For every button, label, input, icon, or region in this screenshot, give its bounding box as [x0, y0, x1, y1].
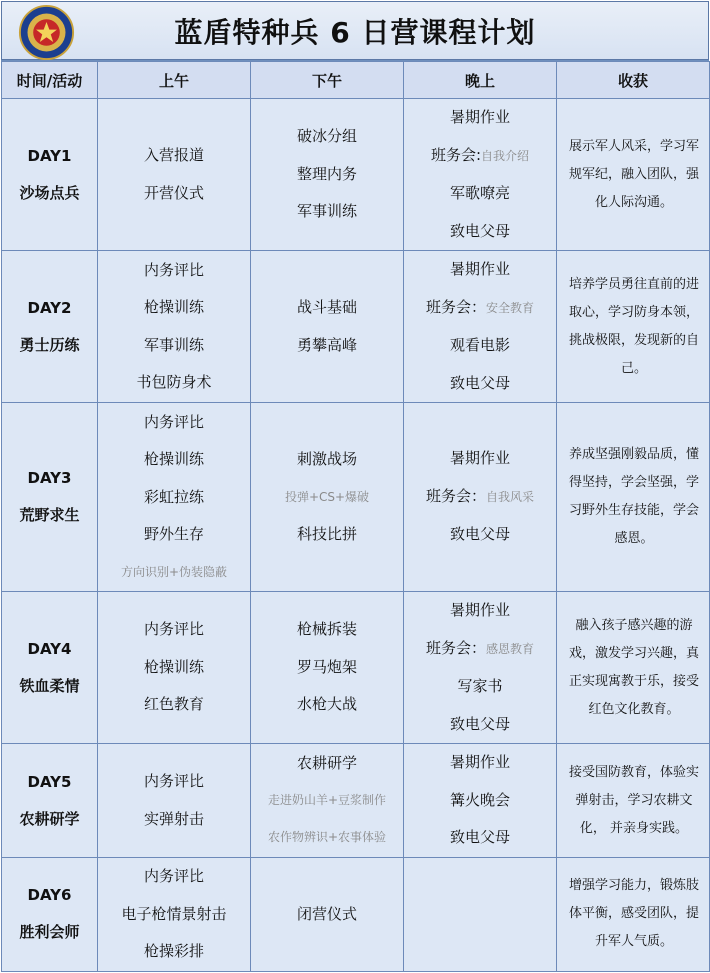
- activity-label: 班务会：: [425, 638, 486, 657]
- activity-item: 彩虹拉练: [143, 487, 204, 506]
- gain-cell: [557, 99, 710, 251]
- activity-item: 篝火晚会: [449, 790, 510, 809]
- activity-item: 内务评比: [143, 620, 204, 639]
- evening-cell: [404, 592, 557, 744]
- page-title: 蓝盾特种兵 6 日营课程计划: [174, 16, 536, 49]
- gain-cell: [557, 592, 710, 744]
- day-cell: [2, 251, 98, 403]
- activity-item: [404, 137, 556, 176]
- day-cell: [2, 99, 98, 251]
- activity-item: 战斗基础: [296, 298, 357, 316]
- activity-item: 观看电影: [449, 336, 510, 354]
- gain-text: 增强学习能力，锻炼肢体平衡，感受团队，提升军人气质。: [568, 878, 699, 950]
- activity-item: 暑期作业: [449, 449, 510, 468]
- day-theme: 农耕研学: [19, 809, 80, 828]
- evening-cell: [404, 403, 557, 592]
- activity-item: 整理内务: [296, 164, 357, 183]
- day-theme: 荒野求生: [19, 506, 80, 524]
- afternoon-cell: [251, 251, 404, 403]
- morning-cell: [98, 251, 251, 403]
- activity-item: 开营仪式: [143, 183, 204, 202]
- activity-item: 枪械拆装: [296, 620, 357, 639]
- day-cell: [2, 592, 98, 744]
- gain-text: 培养学员勇往直前的进取心，学习防身本领，挑战极限，发现新的自己。: [568, 276, 699, 376]
- day-row: [2, 251, 710, 403]
- evening-cell: [404, 251, 557, 403]
- day-theme: 胜利会师: [19, 923, 80, 942]
- afternoon-cell: [251, 403, 404, 592]
- col-header-evening: 晚上: [404, 62, 557, 99]
- title-bar: [1, 1, 709, 60]
- morning-cell: [98, 744, 251, 858]
- col-header-gain: 收获: [557, 62, 710, 99]
- activity-item: 致电父母: [449, 828, 510, 847]
- day-cell: [2, 403, 98, 592]
- activity-item: 野外生存: [143, 525, 204, 543]
- gain-cell: [557, 251, 710, 403]
- evening-cell: [404, 858, 557, 972]
- activity-item: 军歌嘹亮: [449, 184, 510, 202]
- activity-item: 实弹射击: [143, 809, 204, 828]
- col-header-morning: 上午: [98, 62, 251, 99]
- gain-text: 融入孩子感兴趣的游戏，激发学习兴趣，真正实现寓教于乐，接受红色文化教育。: [568, 617, 699, 717]
- activity-note: 自我风采: [486, 489, 535, 504]
- day-number: DAY1: [27, 146, 72, 165]
- activity-note: 安全教育: [486, 300, 535, 315]
- activity-item: 电子枪情景射击: [121, 904, 227, 923]
- activity-item: 暑期作业: [449, 260, 510, 278]
- gain-cell: [557, 744, 710, 858]
- activity-item: 军事训练: [143, 335, 204, 354]
- activity-item: 枪操训练: [143, 657, 204, 676]
- activity-item: 勇攀高峰: [296, 335, 357, 354]
- activity-item: [404, 630, 556, 669]
- activity-item: 书包防身术: [136, 373, 212, 391]
- activity-item: 科技比拼: [296, 524, 357, 543]
- activity-item: 破冰分组: [296, 127, 357, 146]
- day-cell: [2, 744, 98, 858]
- activity-item: 入营报道: [143, 146, 204, 164]
- day-row: [2, 858, 710, 972]
- activity-item: 内务评比: [143, 772, 204, 790]
- activity-note: 走进奶山羊+豆浆制作: [267, 793, 387, 808]
- activity-item: 内务评比: [143, 412, 204, 431]
- activity-item: [404, 289, 556, 328]
- day-number: DAY2: [27, 298, 72, 317]
- activity-item: 闭营仪式: [296, 904, 357, 923]
- activity-item: [404, 478, 556, 517]
- day-row: [2, 99, 710, 251]
- day-cell: [2, 858, 98, 972]
- morning-cell: [98, 403, 251, 592]
- col-header-afternoon: 下午: [251, 62, 404, 99]
- evening-cell: [404, 99, 557, 251]
- day-row: [2, 744, 710, 858]
- activity-item: 写家书: [457, 677, 503, 695]
- gain-text: 接受国防教育，体验实弹射击，学习农耕文化， 并亲身实践。: [568, 764, 699, 836]
- activity-note: 自我介绍: [481, 148, 530, 163]
- afternoon-cell: [251, 99, 404, 251]
- afternoon-cell: [251, 744, 404, 858]
- day-number: DAY4: [27, 639, 72, 658]
- gain-text: 养成坚强刚毅品质，懂得坚持，学会坚强，学习野外生存技能，学会感恩。: [568, 447, 699, 546]
- activity-item: 军事训练: [296, 202, 357, 221]
- activity-item: 农耕研学: [296, 753, 357, 772]
- schedule-table: [1, 61, 710, 972]
- activity-item: 刺激战场: [296, 450, 357, 468]
- activity-item: 枪操彩排: [143, 942, 204, 960]
- day-theme: 沙场点兵: [19, 183, 80, 202]
- activity-item: 致电父母: [449, 373, 510, 392]
- activity-item: 枪操训练: [143, 450, 204, 468]
- activity-item: 罗马炮架: [296, 657, 357, 676]
- morning-cell: [98, 858, 251, 972]
- morning-cell: [98, 99, 251, 251]
- activity-note: 方向识别+伪装隐蔽: [120, 564, 228, 579]
- schedule-body: [2, 99, 710, 972]
- afternoon-cell: [251, 592, 404, 744]
- gain-text: 展示军人风采，学习军规军纪，融入团队，强化人际沟通。: [568, 138, 699, 210]
- activity-item: 水枪大战: [296, 695, 357, 714]
- activity-item: 致电父母: [449, 221, 510, 240]
- gain-cell: [557, 858, 710, 972]
- activity-item: 红色教育: [143, 695, 204, 714]
- evening-cell: [404, 744, 557, 858]
- day-number: DAY6: [27, 886, 72, 905]
- activity-item: 暑期作业: [449, 601, 510, 619]
- day-number: DAY3: [27, 469, 72, 487]
- schedule-sheet: [1, 1, 709, 971]
- activity-item: 致电父母: [449, 525, 510, 544]
- day-row: [2, 592, 710, 744]
- day-row: [2, 403, 710, 592]
- activity-item: 致电父母: [449, 714, 510, 733]
- col-header-time: 时间/活动: [2, 62, 98, 99]
- activity-item: 枪操训练: [143, 298, 204, 316]
- header-row: [2, 62, 710, 99]
- activity-note: 感恩教育: [486, 641, 535, 656]
- afternoon-cell: [251, 858, 404, 972]
- activity-item: 暑期作业: [449, 753, 510, 772]
- gain-cell: [557, 403, 710, 592]
- activity-note: 投弹+CS+爆破: [284, 489, 370, 504]
- activity-label: 班务会:: [430, 145, 482, 164]
- activity-item: 内务评比: [143, 260, 204, 279]
- activity-item: 暑期作业: [449, 108, 510, 126]
- morning-cell: [98, 592, 251, 744]
- day-theme: 勇士历练: [19, 335, 80, 354]
- activity-item: 内务评比: [143, 867, 204, 885]
- activity-label: 班务会：: [425, 297, 486, 316]
- activity-note: 农作物辨识+农事体验: [267, 830, 387, 845]
- day-number: DAY5: [27, 772, 72, 791]
- day-theme: 铁血柔情: [19, 676, 80, 695]
- activity-label: 班务会：: [425, 486, 486, 505]
